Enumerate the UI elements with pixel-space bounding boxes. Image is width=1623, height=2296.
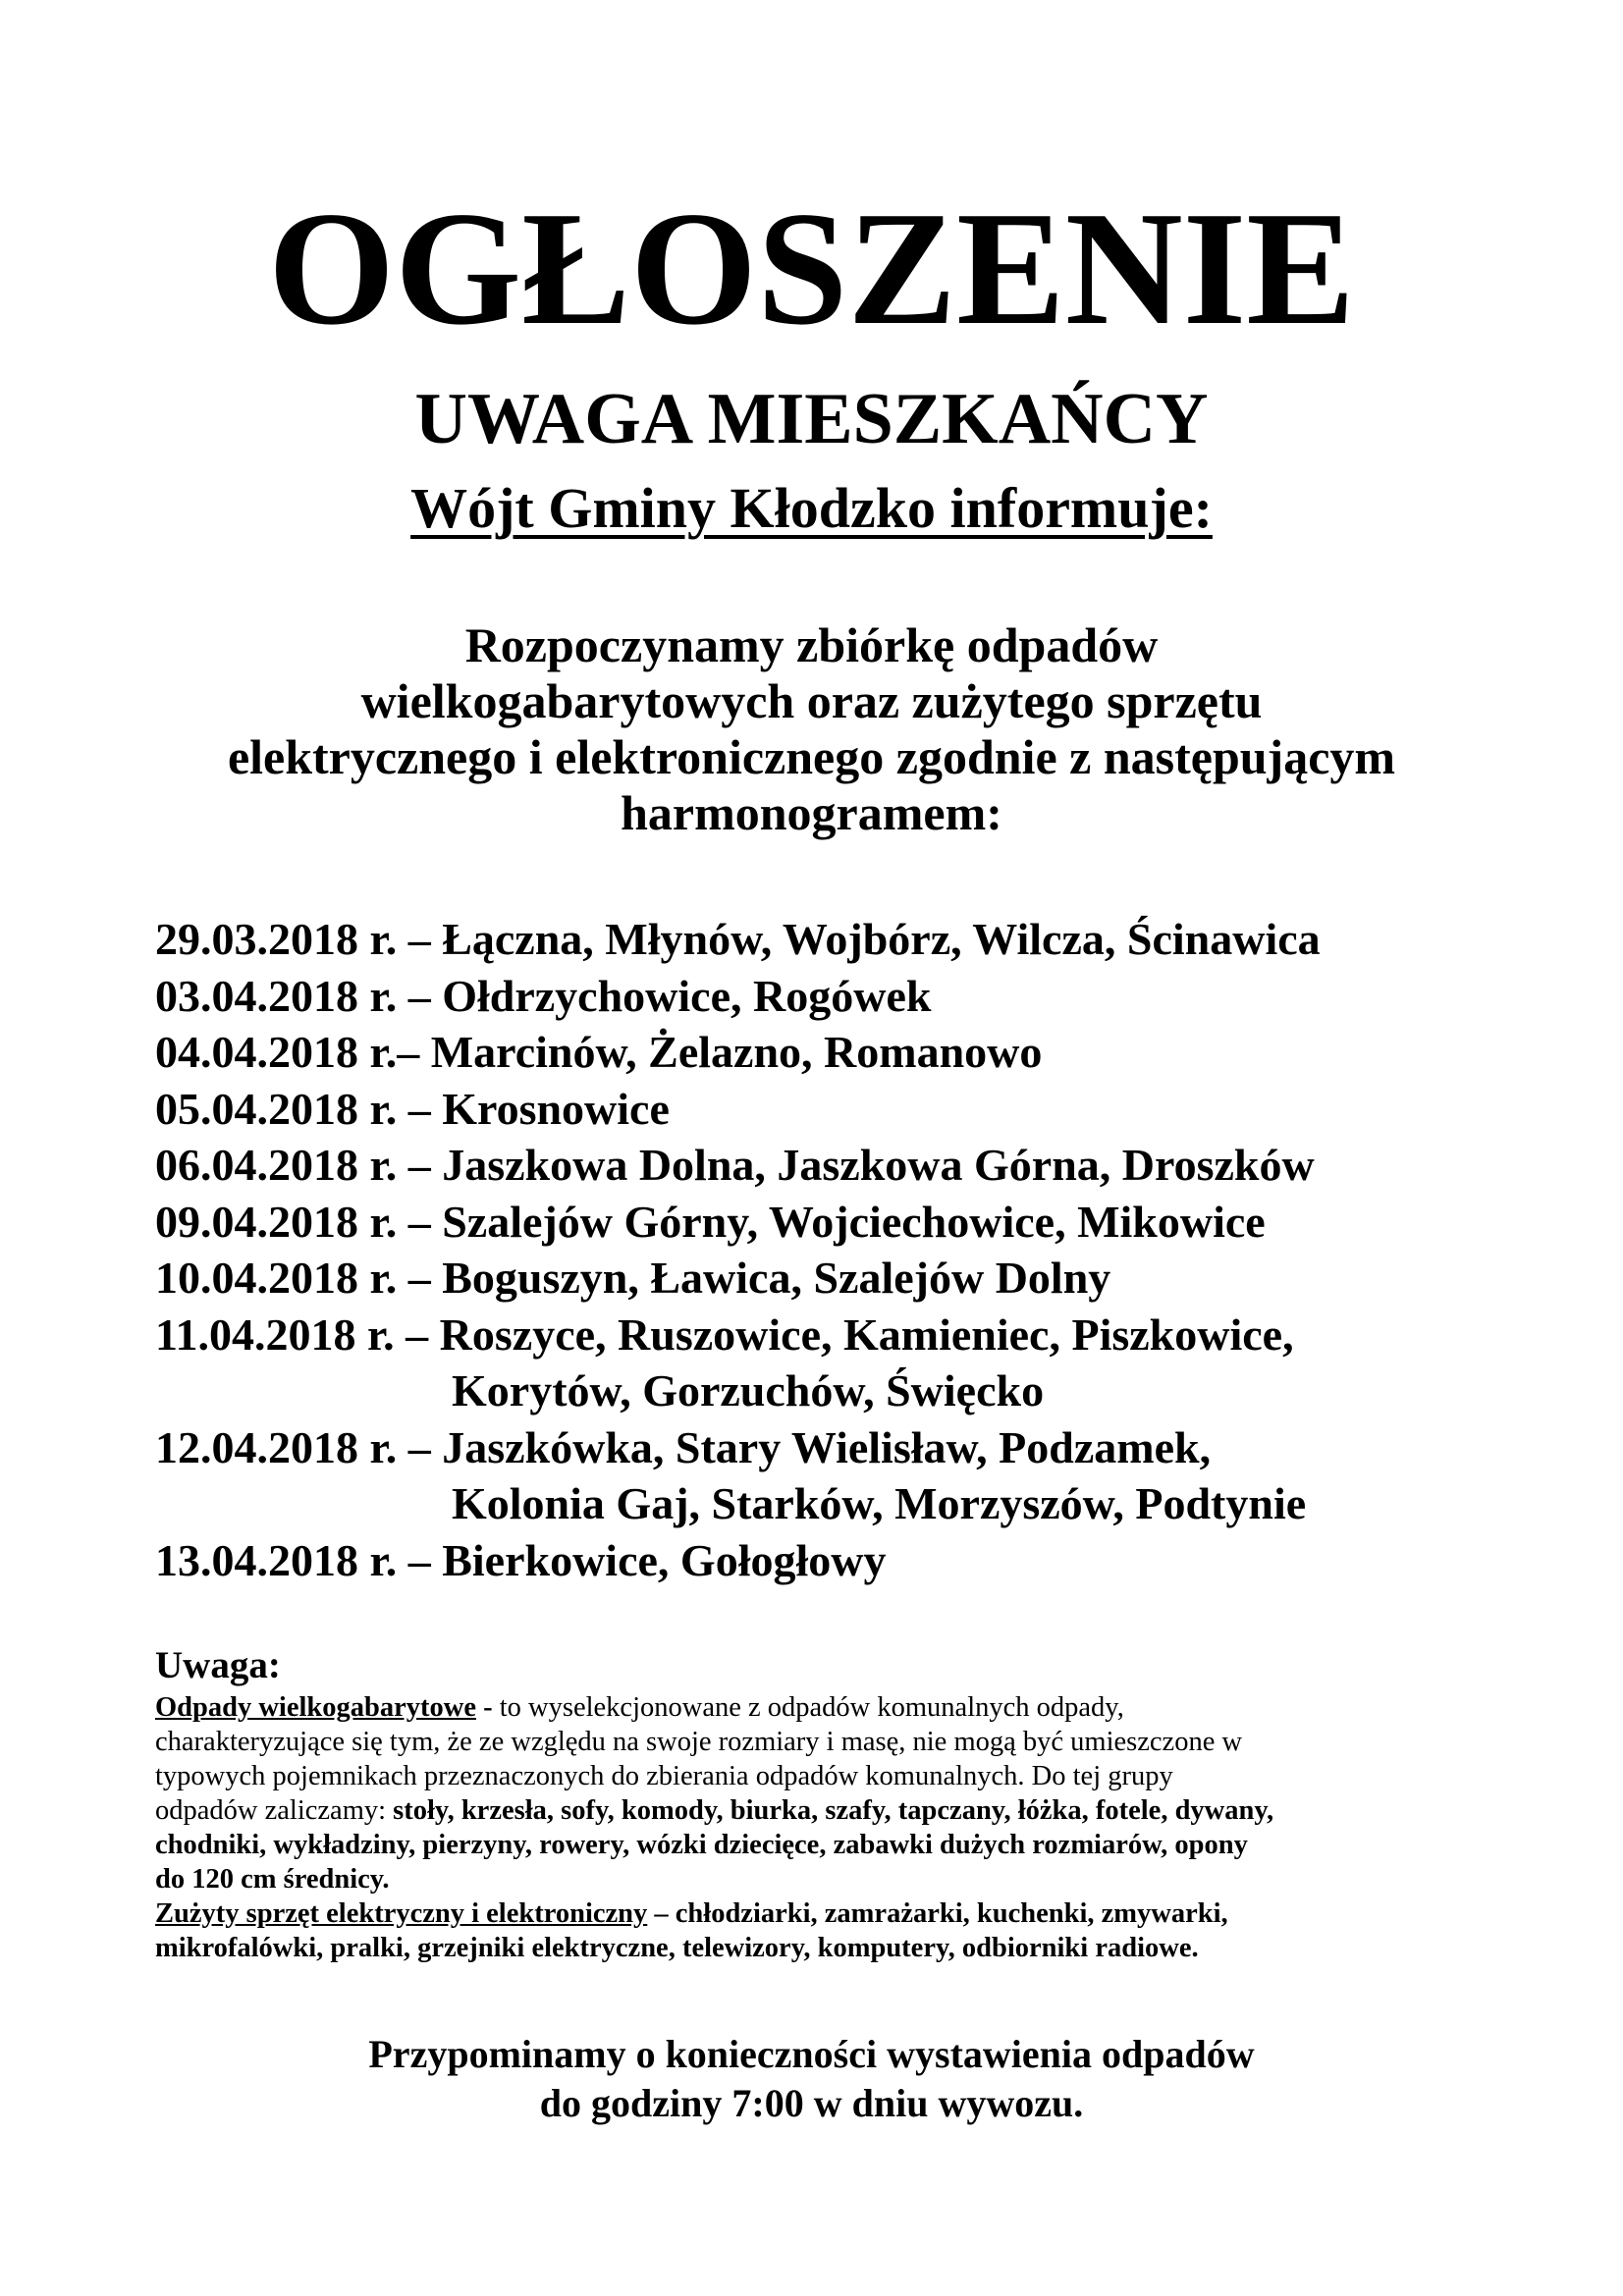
bulky-waste-text: to wyselekcjonowane z odpadów komunalnych odpady, (499, 1692, 1124, 1723)
note-line: chodniki, wykładziny, pierzyny, rowery, wózki dziecięce, zabawki dużych rozmiarów, opony (155, 1830, 1248, 1860)
schedule-date: 09.04.2018 r. (155, 1196, 398, 1247)
electro-waste-term: Zużyty sprzęt elektryczny i elektroniczny (155, 1898, 648, 1929)
note-line: do 120 cm średnicy. (155, 1864, 390, 1895)
schedule-places: – Jaszkówka, Stary Wielisław, Podzamek, (407, 1421, 1212, 1472)
schedule-date: 12.04.2018 r. (155, 1421, 398, 1472)
schedule-row (155, 911, 1530, 968)
schedule-date: 03.04.2018 r. (155, 970, 398, 1021)
page-title: OGŁOSZENIE (267, 178, 1356, 358)
schedule-places: – Bierkowice, Gołogłowy (407, 1534, 887, 1585)
schedule-row (155, 1024, 1530, 1081)
bulky-waste-dash: - (476, 1692, 500, 1723)
schedule-row (155, 1137, 1530, 1194)
schedule-row (155, 968, 1530, 1025)
note-line (155, 1793, 1490, 1828)
schedule-date: 29.03.2018 r. (155, 914, 398, 964)
electro-waste-items: – chłodziarki, zamrażarki, kuchenki, zmywarki, (647, 1898, 1228, 1929)
informs-heading (0, 471, 1623, 546)
schedule-row (155, 1250, 1530, 1307)
bulky-waste-items: stoły, krzesła, sofy, komody, biurka, szafy, tapczany, łóżka, fotele, dywany, (393, 1795, 1274, 1826)
note-line (155, 1690, 1490, 1725)
schedule-places-continued: Korytów, Gorzuchów, Święcko (452, 1365, 1045, 1415)
schedule-row (155, 1532, 1530, 1589)
note-line (155, 1896, 1490, 1931)
schedule-row (155, 1419, 1530, 1476)
schedule-row (155, 1194, 1530, 1251)
schedule-date: 06.04.2018 r. (155, 1140, 398, 1190)
collection-schedule (155, 911, 1530, 1588)
intro-line: wielkogabarytowych oraz zużytego sprzętu (360, 673, 1263, 728)
schedule-date: 10.04.2018 r. (155, 1253, 398, 1303)
schedule-places: – Krosnowice (407, 1083, 670, 1134)
intro-line: elektrycznego i elektronicznego zgodnie z następującym (227, 729, 1396, 784)
intro-paragraph (0, 617, 1623, 841)
note-line: charakteryzujące się tym, że ze względu na swoje rozmiary i masę, nie mogą być umieszczone w (155, 1727, 1243, 1757)
informs-text: Wójt Gminy Kłodzko informuje: (410, 476, 1213, 540)
bulky-waste-text: odpadów zaliczamy: (155, 1795, 394, 1826)
schedule-places: – Jaszkowa Dolna, Jaszkowa Górna, Droszków (407, 1140, 1315, 1190)
note-body (155, 1690, 1490, 1965)
reminder (0, 2030, 1623, 2128)
schedule-places: – Łączna, Młynów, Wojbórz, Wilcza, Ścinawica (407, 914, 1321, 964)
schedule-places: – Roszyce, Ruszowice, Kamieniec, Piszkowice, (406, 1308, 1294, 1360)
schedule-row (155, 1081, 1530, 1138)
note-heading: Uwaga: (155, 1644, 281, 1686)
page-subtitle: UWAGA MIESZKAŃCY (414, 379, 1209, 459)
reminder-line: Przypominamy o konieczności wystawienia odpadów (368, 2032, 1255, 2076)
schedule-date: 04.04.2018 r. (155, 1027, 398, 1077)
schedule-places: – Szalejów Górny, Wojciechowice, Mikowice (407, 1196, 1266, 1247)
intro-line: harmonogramem: (621, 785, 1002, 840)
schedule-places-continued: Kolonia Gaj, Starków, Morzyszów, Podtynie (452, 1478, 1307, 1528)
intro-line: Rozpoczynamy zbiórkę odpadów (464, 617, 1159, 672)
bulky-waste-term: Odpady wielkogabarytowe (155, 1692, 476, 1723)
schedule-places: – Marcinów, Żelazno, Romanowo (397, 1027, 1043, 1077)
schedule-row (155, 1307, 1530, 1363)
schedule-places: – Ołdrzychowice, Rogówek (407, 970, 932, 1021)
note-line: typowych pojemnikach przeznaczonych do zbierania odpadów komunalnych. Do tej grupy (155, 1761, 1173, 1791)
note-line: mikrofalówki, pralki, grzejniki elektryczne, telewizory, komputery, odbiorniki radiowe. (155, 1933, 1199, 1963)
reminder-line: do godziny 7:00 w dniu wywozu. (539, 2081, 1084, 2125)
schedule-date: 11.04.2018 r. (155, 1308, 395, 1360)
schedule-places: – Boguszyn, Ławica, Szalejów Dolny (407, 1253, 1111, 1303)
schedule-date: 05.04.2018 r. (155, 1083, 398, 1134)
schedule-date: 13.04.2018 r. (155, 1534, 398, 1585)
